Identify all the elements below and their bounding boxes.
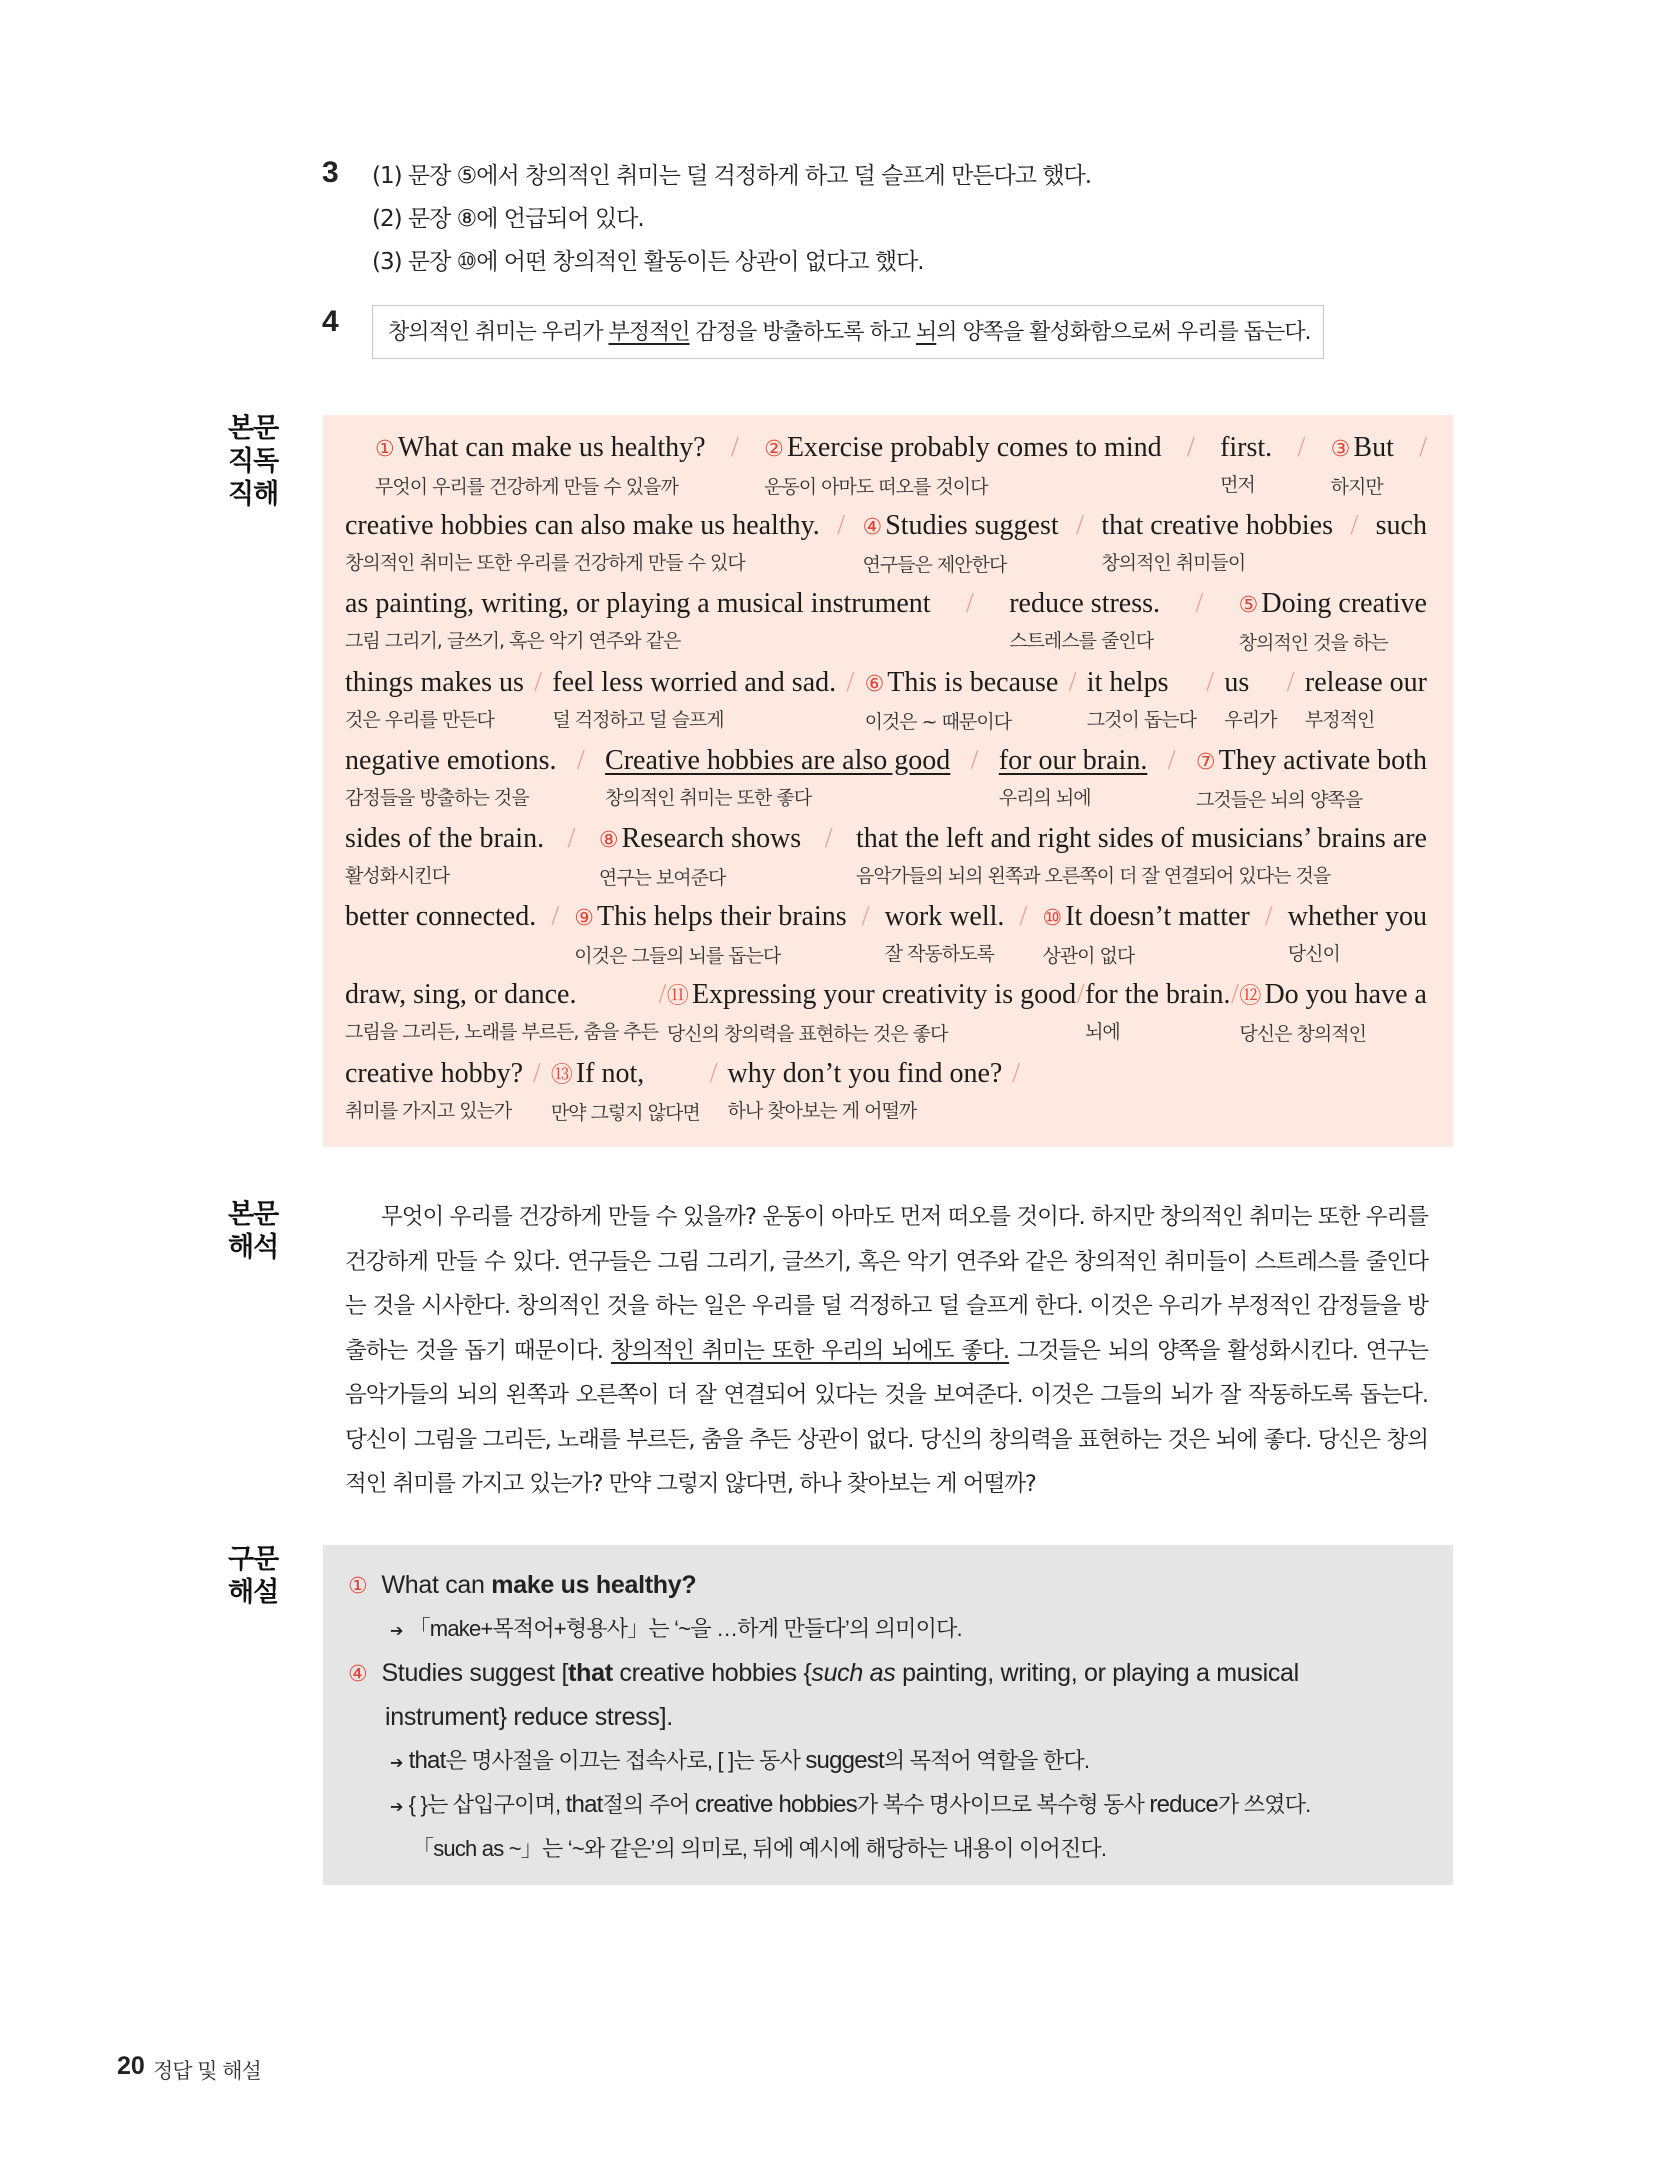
- english-phrase: [1239, 977, 1427, 1015]
- reading-chunk: [345, 1056, 523, 1126]
- english-phrase: [667, 977, 1076, 1015]
- reading-chunk: [1042, 899, 1249, 971]
- reading-chunk: [599, 821, 801, 893]
- chunk-divider: /: [1167, 744, 1176, 776]
- english-text: as painting, writing, or playing a musical instrument: [345, 588, 931, 620]
- sentence-number: ①: [348, 1574, 368, 1599]
- korean-gloss: 부정적인: [1304, 708, 1375, 731]
- korean-gloss: 상관이 없다: [1042, 945, 1135, 968]
- korean-gloss: 창의적인 취미는 또한 좋다: [605, 786, 812, 809]
- chunk-divider: /: [861, 901, 870, 933]
- reading-chunk: [375, 430, 706, 502]
- english-text: What can make us healthy?: [397, 432, 706, 463]
- grammar-text: reduce: [1149, 1791, 1218, 1818]
- reading-chunk: [605, 743, 950, 813]
- korean-gloss: 것은 우리를 만든다: [345, 708, 494, 731]
- english-phrase: [574, 899, 846, 937]
- english-phrase: [1101, 508, 1333, 544]
- korean-gloss: 창의적인 취미는 또한 우리를 건강하게 만들 수 있다: [345, 552, 745, 575]
- sentence-number: ⑬: [550, 1062, 573, 1088]
- english-phrase: [375, 430, 706, 468]
- sentence-number: ④: [862, 515, 883, 541]
- korean-gloss: 연구들은 제안한다: [862, 554, 1007, 577]
- reading-line: [345, 899, 1427, 971]
- question-4-answer-box: [372, 305, 1324, 359]
- page-footer-title: 정답 및 해설: [153, 2059, 261, 2083]
- chunk-divider: /: [1076, 979, 1085, 1011]
- label-line: 본문: [228, 413, 279, 444]
- english-phrase: [1087, 665, 1196, 701]
- english-phrase: [856, 821, 1427, 857]
- korean-gloss: 그것들은 뇌의 양쪽을: [1195, 788, 1363, 811]
- reading-line: [345, 586, 1427, 658]
- korean-gloss: 이것은 ~ 때문이다: [864, 710, 1012, 733]
- grammar-text: 의 목적어 역할을 한다.: [883, 1748, 1090, 1773]
- reading-line: [345, 821, 1427, 893]
- english-phrase: [345, 899, 536, 935]
- translation-underlined: 창의적인 취미는 또한 우리의 뇌에도 좋다.: [610, 1337, 1010, 1364]
- reading-chunk: [885, 899, 1005, 969]
- reading-chunk: [728, 1056, 1003, 1126]
- chunk-divider: /: [533, 1057, 541, 1089]
- english-text: for the brain.: [1085, 979, 1231, 1011]
- arrow-icon: ➔: [390, 1799, 403, 1816]
- q4-part: 의 양쪽을 활성화함으로써 우리를 돕는다.: [936, 320, 1311, 345]
- english-text: why don’t you find one?: [727, 1057, 1003, 1089]
- sentence-number: ②: [764, 437, 784, 462]
- reading-chunk: [856, 821, 1427, 891]
- grammar-text: such as: [811, 1659, 896, 1687]
- chunk-divider: /: [709, 1057, 718, 1089]
- reading-chunk: [574, 899, 846, 971]
- grammar-text: 가 복수 명사이므로 복수형 동사: [856, 1792, 1150, 1817]
- korean-gloss: 뇌에: [1085, 1021, 1120, 1044]
- chunk-divider: /: [534, 666, 542, 698]
- chunk-divider: /: [846, 666, 855, 698]
- reading-chunk: [1288, 899, 1427, 969]
- reading-chunk: [1224, 665, 1276, 735]
- reading-line: [345, 1056, 1427, 1128]
- korean-gloss: 당신은 창의적인: [1239, 1023, 1366, 1046]
- page-number: 20: [117, 2052, 145, 2080]
- reading-chunk: [345, 821, 544, 891]
- korean-gloss: 그림 그리기, 글쓰기, 혹은 악기 연주와 같은: [345, 630, 681, 653]
- grammar-text: 가 쓰였다.: [1217, 1792, 1311, 1817]
- chunk-divider: /: [1068, 666, 1077, 698]
- chunk-divider: /: [730, 432, 739, 463]
- english-phrase: [764, 430, 1162, 468]
- reading-chunk: [1087, 665, 1196, 735]
- grammar-text: that: [565, 1791, 603, 1818]
- reading-chunk: [1305, 665, 1427, 735]
- label-line: 본문: [228, 1199, 279, 1230]
- sentence-number: ⑪: [666, 984, 689, 1010]
- english-text: Studies suggest: [885, 510, 1059, 542]
- sentence-number: ④: [348, 1662, 368, 1687]
- english-phrase: [345, 743, 557, 779]
- reading-chunk: [345, 743, 557, 813]
- chunk-divider: /: [567, 823, 576, 854]
- question-3-answer-1: (1) 문장 ⑤에서 창의적인 취미는 덜 걱정하게 하고 덜 슬프게 만든다고 했다.: [372, 163, 1092, 189]
- grammar-line: [390, 1785, 1310, 1828]
- korean-gloss: 만약 그렇지 않다면: [550, 1101, 700, 1124]
- grammar-line: [385, 1697, 673, 1737]
- english-phrase: [1288, 899, 1427, 935]
- chunk-divider: /: [1195, 588, 1204, 620]
- chunk-divider: /: [1231, 979, 1239, 1011]
- grammar-line: [348, 1565, 696, 1607]
- korean-gloss: 창의적인 취미들이: [1101, 552, 1246, 575]
- sentence-number: ⑩: [1042, 906, 1063, 932]
- section-label-translation: [228, 1198, 278, 1264]
- english-phrase: [1042, 899, 1249, 937]
- chunk-divider: /: [1206, 666, 1215, 698]
- reading-chunk: [667, 977, 1076, 1049]
- grammar-line: [390, 1609, 962, 1652]
- translation-text: 무엇이 우리를 건강하게 만들 수 있을까? 운동이 아마도 먼저 떠오를 것이다. 하지만 창의적인 취미는 또한 우리를 건강하게 만들 수 있다. 연구들은 그림 그리기, 글쓰기, 혹은 악기 연주와 같은 창의적인 취미들이 스트레스를 줄인다는 것을 시사한다. 창의적인 것을 하는 일은 우리를 덜 걱정하고 덜 슬프게 한다. 이것은 우리가 부정적인 감정들을 방출하는 것을 돕기 때문이다.: [345, 1204, 1428, 1364]
- chunk-divider: /: [1286, 666, 1295, 698]
- grammar-text: make us healthy?: [491, 1571, 697, 1599]
- sentence-number: ⑨: [574, 906, 594, 932]
- chunk-divider: /: [1012, 1057, 1021, 1089]
- grammar-text: creative hobbies: [694, 1791, 857, 1818]
- question-3-answer-3: (3) 문장 ⑩에 어떤 창의적인 활동이든 상관이 없다고 했다.: [372, 249, 924, 275]
- label-line: 해설: [228, 1577, 279, 1608]
- section-label-grammar: [228, 1543, 278, 1609]
- sentence-number: ①: [375, 437, 395, 462]
- question-4-number: 4: [322, 305, 339, 338]
- grammar-text: creative hobbies {: [612, 1659, 812, 1687]
- question-3-number: 3: [322, 156, 339, 189]
- english-text: But: [1353, 432, 1394, 463]
- reading-chunk: [1085, 977, 1230, 1047]
- english-phrase: [1376, 508, 1427, 544]
- english-text: creative hobbies can also make us healthy.: [345, 510, 820, 542]
- chunk-divider: /: [1076, 510, 1084, 542]
- english-phrase: [1331, 430, 1394, 468]
- korean-gloss: 잘 작동하도록: [884, 943, 994, 966]
- chunk-divider: /: [658, 979, 667, 1011]
- sentence-number: ③: [1330, 437, 1351, 462]
- reading-line: [345, 508, 1427, 580]
- english-phrase: [728, 1056, 1003, 1092]
- reading-chunk: [999, 743, 1148, 813]
- chunk-divider: /: [1419, 432, 1427, 463]
- english-text: release our: [1304, 666, 1427, 698]
- chunk-divider: /: [837, 510, 846, 542]
- grammar-text: that: [408, 1747, 446, 1774]
- english-text: feel less worried and sad.: [552, 666, 837, 698]
- korean-gloss: [1376, 548, 1427, 578]
- korean-gloss: 스트레스를 줄인다: [1009, 630, 1154, 653]
- english-text: reduce stress.: [1009, 588, 1161, 620]
- english-text: Doing creative: [1261, 588, 1427, 620]
- english-phrase: [865, 665, 1059, 703]
- question-3-answer-2: (2) 문장 ⑧에 언급되어 있다.: [372, 206, 644, 232]
- reading-chunk: [345, 508, 820, 578]
- chunk-divider: /: [1297, 432, 1306, 463]
- grammar-text: What can: [381, 1571, 492, 1599]
- english-text: creative hobby?: [345, 1057, 524, 1089]
- korean-gloss: 먼저: [1220, 474, 1255, 496]
- english-text: work well.: [884, 901, 1005, 933]
- arrow-icon: ➔: [390, 1755, 403, 1772]
- reading-chunk: [1239, 586, 1427, 658]
- grammar-line: [390, 1741, 1089, 1784]
- english-phrase: [345, 586, 931, 622]
- reading-line: [345, 743, 1427, 815]
- label-line: 직해: [228, 479, 279, 510]
- sentence-number: ⑧: [598, 828, 619, 853]
- english-text: It doesn’t matter: [1065, 901, 1250, 933]
- grammar-text: instrument} reduce stress].: [385, 1703, 673, 1731]
- english-text: better connected.: [345, 901, 537, 933]
- reading-line: [345, 665, 1427, 737]
- korean-gloss: 운동이 아마도 떠오를 것이다: [764, 476, 988, 498]
- korean-gloss: 우리의 뇌에: [998, 786, 1091, 809]
- english-phrase: [599, 821, 801, 859]
- reading-line: [375, 430, 1427, 502]
- reading-chunk: [345, 665, 524, 735]
- korean-gloss: 덜 걱정하고 덜 슬프게: [552, 708, 724, 731]
- reading-chunk: [862, 508, 1058, 580]
- english-text: for our brain.: [998, 744, 1148, 776]
- reading-line: [345, 977, 1427, 1049]
- sentence-number: ⑫: [1239, 984, 1262, 1010]
- reading-chunk: [1196, 743, 1427, 815]
- english-phrase: [345, 1056, 523, 1092]
- grammar-text: 「make+목적어+형용사」는 ‘~을 …하게 만들다’의 의미이다.: [408, 1616, 962, 1641]
- reading-chunk: [1220, 430, 1272, 500]
- chunk-divider: /: [1264, 901, 1273, 933]
- korean-gloss: 활성화시킨다: [345, 865, 450, 887]
- english-text: Research shows: [621, 823, 802, 854]
- korean-gloss: 하지만: [1330, 476, 1383, 498]
- reading-chunk: [551, 1056, 700, 1128]
- reading-chunk: [764, 430, 1162, 502]
- reading-chunk: [1101, 508, 1333, 578]
- korean-gloss: 연구는 보여준다: [598, 867, 726, 889]
- english-phrase: [605, 743, 950, 779]
- korean-gloss: [345, 939, 536, 969]
- english-phrase: [551, 1056, 700, 1094]
- english-text: Expressing your creativity is good: [691, 979, 1077, 1011]
- korean-gloss: 우리가: [1224, 708, 1277, 731]
- grammar-text: painting, writing, or playing a musical: [895, 1659, 1299, 1687]
- english-phrase: [345, 508, 820, 544]
- english-phrase: [345, 977, 658, 1013]
- grammar-text: Studies suggest [: [381, 1659, 569, 1687]
- english-text: that creative hobbies: [1101, 510, 1333, 542]
- english-text: This helps their brains: [597, 901, 847, 933]
- translation-paragraph: [345, 1195, 1428, 1507]
- label-line: 직독: [228, 446, 279, 477]
- english-phrase: [552, 665, 836, 701]
- grammar-text: { }는 삽입구이며,: [408, 1792, 566, 1817]
- reading-chunk: [1009, 586, 1160, 656]
- arrow-icon: ➔: [390, 1623, 403, 1640]
- reading-chunk: [1376, 508, 1427, 578]
- english-text: They activate both: [1218, 744, 1427, 776]
- reading-chunk: [552, 665, 836, 735]
- grammar-text: 은 명사절을 이끄는 접속사로, [ ]는 동사: [445, 1748, 806, 1773]
- q4-part: 감정을 방출하도록 하고: [689, 320, 917, 345]
- english-phrase: [1224, 665, 1276, 701]
- reading-chunk: [1331, 430, 1394, 502]
- label-line: 해석: [228, 1232, 279, 1263]
- korean-gloss: 음악가들의 뇌의 왼쪽과 오른쪽이 더 잘 연결되어 있다는 것을: [855, 865, 1331, 887]
- english-text: draw, sing, or dance.: [345, 979, 577, 1011]
- english-text: it helps: [1086, 666, 1169, 698]
- q4-underlined-part: 뇌: [916, 320, 937, 345]
- english-phrase: [1085, 977, 1230, 1013]
- english-phrase: [1009, 586, 1160, 622]
- english-text: negative emotions.: [345, 744, 557, 776]
- english-text: Do you have a: [1264, 979, 1427, 1011]
- chunk-divider: /: [1350, 510, 1359, 542]
- korean-gloss: 무엇이 우리를 건강하게 만들 수 있을까: [375, 476, 678, 498]
- chunk-divider: /: [551, 901, 560, 933]
- english-text: whether you: [1287, 901, 1427, 933]
- korean-gloss: 그것이 돕는다: [1086, 708, 1196, 731]
- chunk-divider: /: [970, 744, 979, 776]
- sentence-number: ⑤: [1238, 593, 1259, 619]
- english-text: This is because: [887, 666, 1059, 698]
- english-phrase: [862, 508, 1058, 546]
- korean-gloss: 당신이: [1287, 943, 1340, 966]
- chunk-divider: /: [966, 588, 974, 620]
- chunk-divider: /: [576, 744, 585, 776]
- sentence-number: ⑦: [1195, 749, 1216, 775]
- korean-gloss: 이것은 그들의 뇌를 돕는다: [574, 945, 781, 968]
- english-text: If not,: [575, 1057, 645, 1089]
- english-phrase: [345, 665, 524, 701]
- label-line: 구문: [228, 1544, 279, 1575]
- reading-chunk: [1239, 977, 1427, 1049]
- korean-gloss: 취미를 가지고 있는가: [345, 1099, 512, 1122]
- korean-gloss: 창의적인 것을 하는: [1238, 632, 1388, 655]
- english-text: first.: [1220, 432, 1273, 463]
- english-phrase: [1305, 665, 1427, 701]
- grammar-line: [412, 1829, 1106, 1869]
- english-phrase: [1196, 743, 1427, 781]
- korean-gloss: 당신의 창의력을 표현하는 것은 좋다: [666, 1023, 948, 1046]
- grammar-text: suggest: [805, 1747, 884, 1774]
- grammar-text: that: [568, 1659, 613, 1687]
- english-phrase: [345, 821, 544, 857]
- english-text: Creative hobbies are also good: [605, 744, 951, 776]
- english-text: that the left and right sides of musicians’ brains are: [855, 823, 1427, 854]
- english-phrase: [999, 743, 1148, 779]
- reading-chunk: [345, 586, 931, 656]
- translation-text: 그것들은 뇌의 양쪽을 활성화시킨다. 연구는 음악가들의 뇌의 왼쪽과 오른쪽이 더 잘 연결되어 있다는 것을 보여준다. 이것은 그들의 뇌가 잘 작동하도록 돕는다. 당신이 그림을 그리든, 노래를 부르든, 춤을 추든 상관이 없다. 당신의 창의력을 표현하는 것은 뇌에 좋다. 당신은 창의적인 취미를 가지고 있는가? 만약 그렇지 않다면, 하나 찾아보는 게 어떨까?: [345, 1337, 1428, 1497]
- english-text: things makes us: [345, 666, 524, 698]
- english-phrase: [1239, 586, 1427, 624]
- grammar-line: [348, 1653, 1299, 1695]
- english-text: such: [1375, 510, 1427, 542]
- korean-gloss: 하나 찾아보는 게 어떨까: [727, 1099, 917, 1122]
- english-text: sides of the brain.: [345, 823, 545, 854]
- reading-chunk: [345, 977, 658, 1047]
- korean-gloss: 감정들을 방출하는 것을: [345, 786, 529, 809]
- sentence-number: ⑥: [864, 671, 885, 697]
- section-label-direct-reading: [228, 412, 278, 511]
- chunk-divider: /: [824, 823, 833, 854]
- grammar-text: 「such as ~」는 ‘~와 같은’의 의미로, 뒤에 예시에 해당하는 내용이 이어진다.: [412, 1836, 1107, 1861]
- q4-part: 창의적인 취미는 우리가: [388, 320, 609, 345]
- english-phrase: [1220, 430, 1272, 466]
- english-text: us: [1224, 666, 1250, 698]
- reading-chunk: [345, 899, 536, 969]
- korean-gloss: 그림을 그리든, 노래를 부르든, 춤을 추든: [345, 1021, 658, 1044]
- chunk-divider: /: [1186, 432, 1195, 463]
- english-phrase: [885, 899, 1005, 935]
- reading-chunk: [865, 665, 1059, 737]
- q4-underlined-part: 부정적인: [608, 320, 690, 345]
- grammar-text: 절의 주어: [602, 1792, 695, 1817]
- english-text: Exercise probably comes to mind: [786, 432, 1162, 463]
- chunk-divider: /: [1019, 901, 1028, 933]
